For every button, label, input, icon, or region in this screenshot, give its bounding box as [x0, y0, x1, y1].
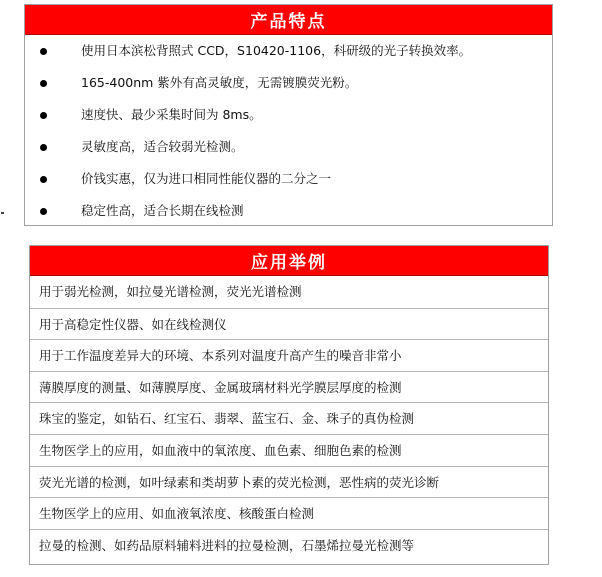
application-row: 生物医学上的应用，如血液中的氧浓度、血色素、细胞色素的检测 — [30, 434, 548, 466]
bullet-icon — [40, 48, 47, 55]
application-row: 用于工作温度差异大的环境、本系列对温度升高产生的噪音非常小 — [30, 339, 548, 371]
features-title: 产品特点 — [25, 5, 552, 35]
bullet-icon — [40, 176, 47, 183]
features-panel — [24, 4, 553, 226]
applications-list — [30, 276, 548, 560]
feature-text: 价钱实惠，仅为进口相同性能仪器的二分之一 — [81, 171, 332, 186]
application-row: 用于高稳定性仪器、如在线检测仪 — [30, 308, 548, 340]
application-row: 生物医学上的应用、如血液氧浓度、核酸蛋白检测 — [30, 497, 548, 529]
stray-mark — [1, 212, 4, 214]
feature-text: 165-400nm 紫外有高灵敏度，无需镀膜荧光粉。 — [81, 75, 358, 90]
feature-text: 速度快、最少采集时间为 8ms。 — [81, 107, 262, 122]
application-row: 珠宝的鉴定，如钻石、红宝石、翡翠、蓝宝石、金、珠子的真伪检测 — [30, 402, 548, 434]
application-row: 拉曼的检测、如药品原料辅料进料的拉曼检测，石墨烯拉曼光检测等 — [30, 529, 548, 561]
feature-item — [25, 99, 552, 131]
bullet-icon — [40, 144, 47, 151]
applications-panel — [29, 245, 549, 565]
feature-item — [25, 163, 552, 195]
features-list — [25, 35, 552, 227]
bullet-icon — [40, 112, 47, 119]
applications-title: 应用举例 — [30, 246, 548, 276]
feature-item — [25, 67, 552, 99]
feature-item — [25, 131, 552, 163]
feature-text: 灵敏度高，适合较弱光检测。 — [81, 139, 244, 154]
feature-item — [25, 195, 552, 227]
feature-item — [25, 35, 552, 67]
feature-text: 使用日本滨松背照式 CCD，S10420-1106，科研级的光子转换效率。 — [81, 43, 472, 58]
feature-text: 稳定性高，适合长期在线检测 — [81, 203, 244, 218]
bullet-icon — [40, 80, 47, 87]
application-row: 用于弱光检测，如拉曼光谱检测，荧光光谱检测 — [39, 284, 302, 299]
bullet-icon — [40, 208, 47, 215]
application-row: 薄膜厚度的测量、如薄膜厚度、金属玻璃材料光学膜层厚度的检测 — [30, 371, 548, 403]
application-row: 荧光光谱的检测，如叶绿素和类胡萝卜素的荧光检测，恶性病的荧光诊断 — [30, 466, 548, 498]
